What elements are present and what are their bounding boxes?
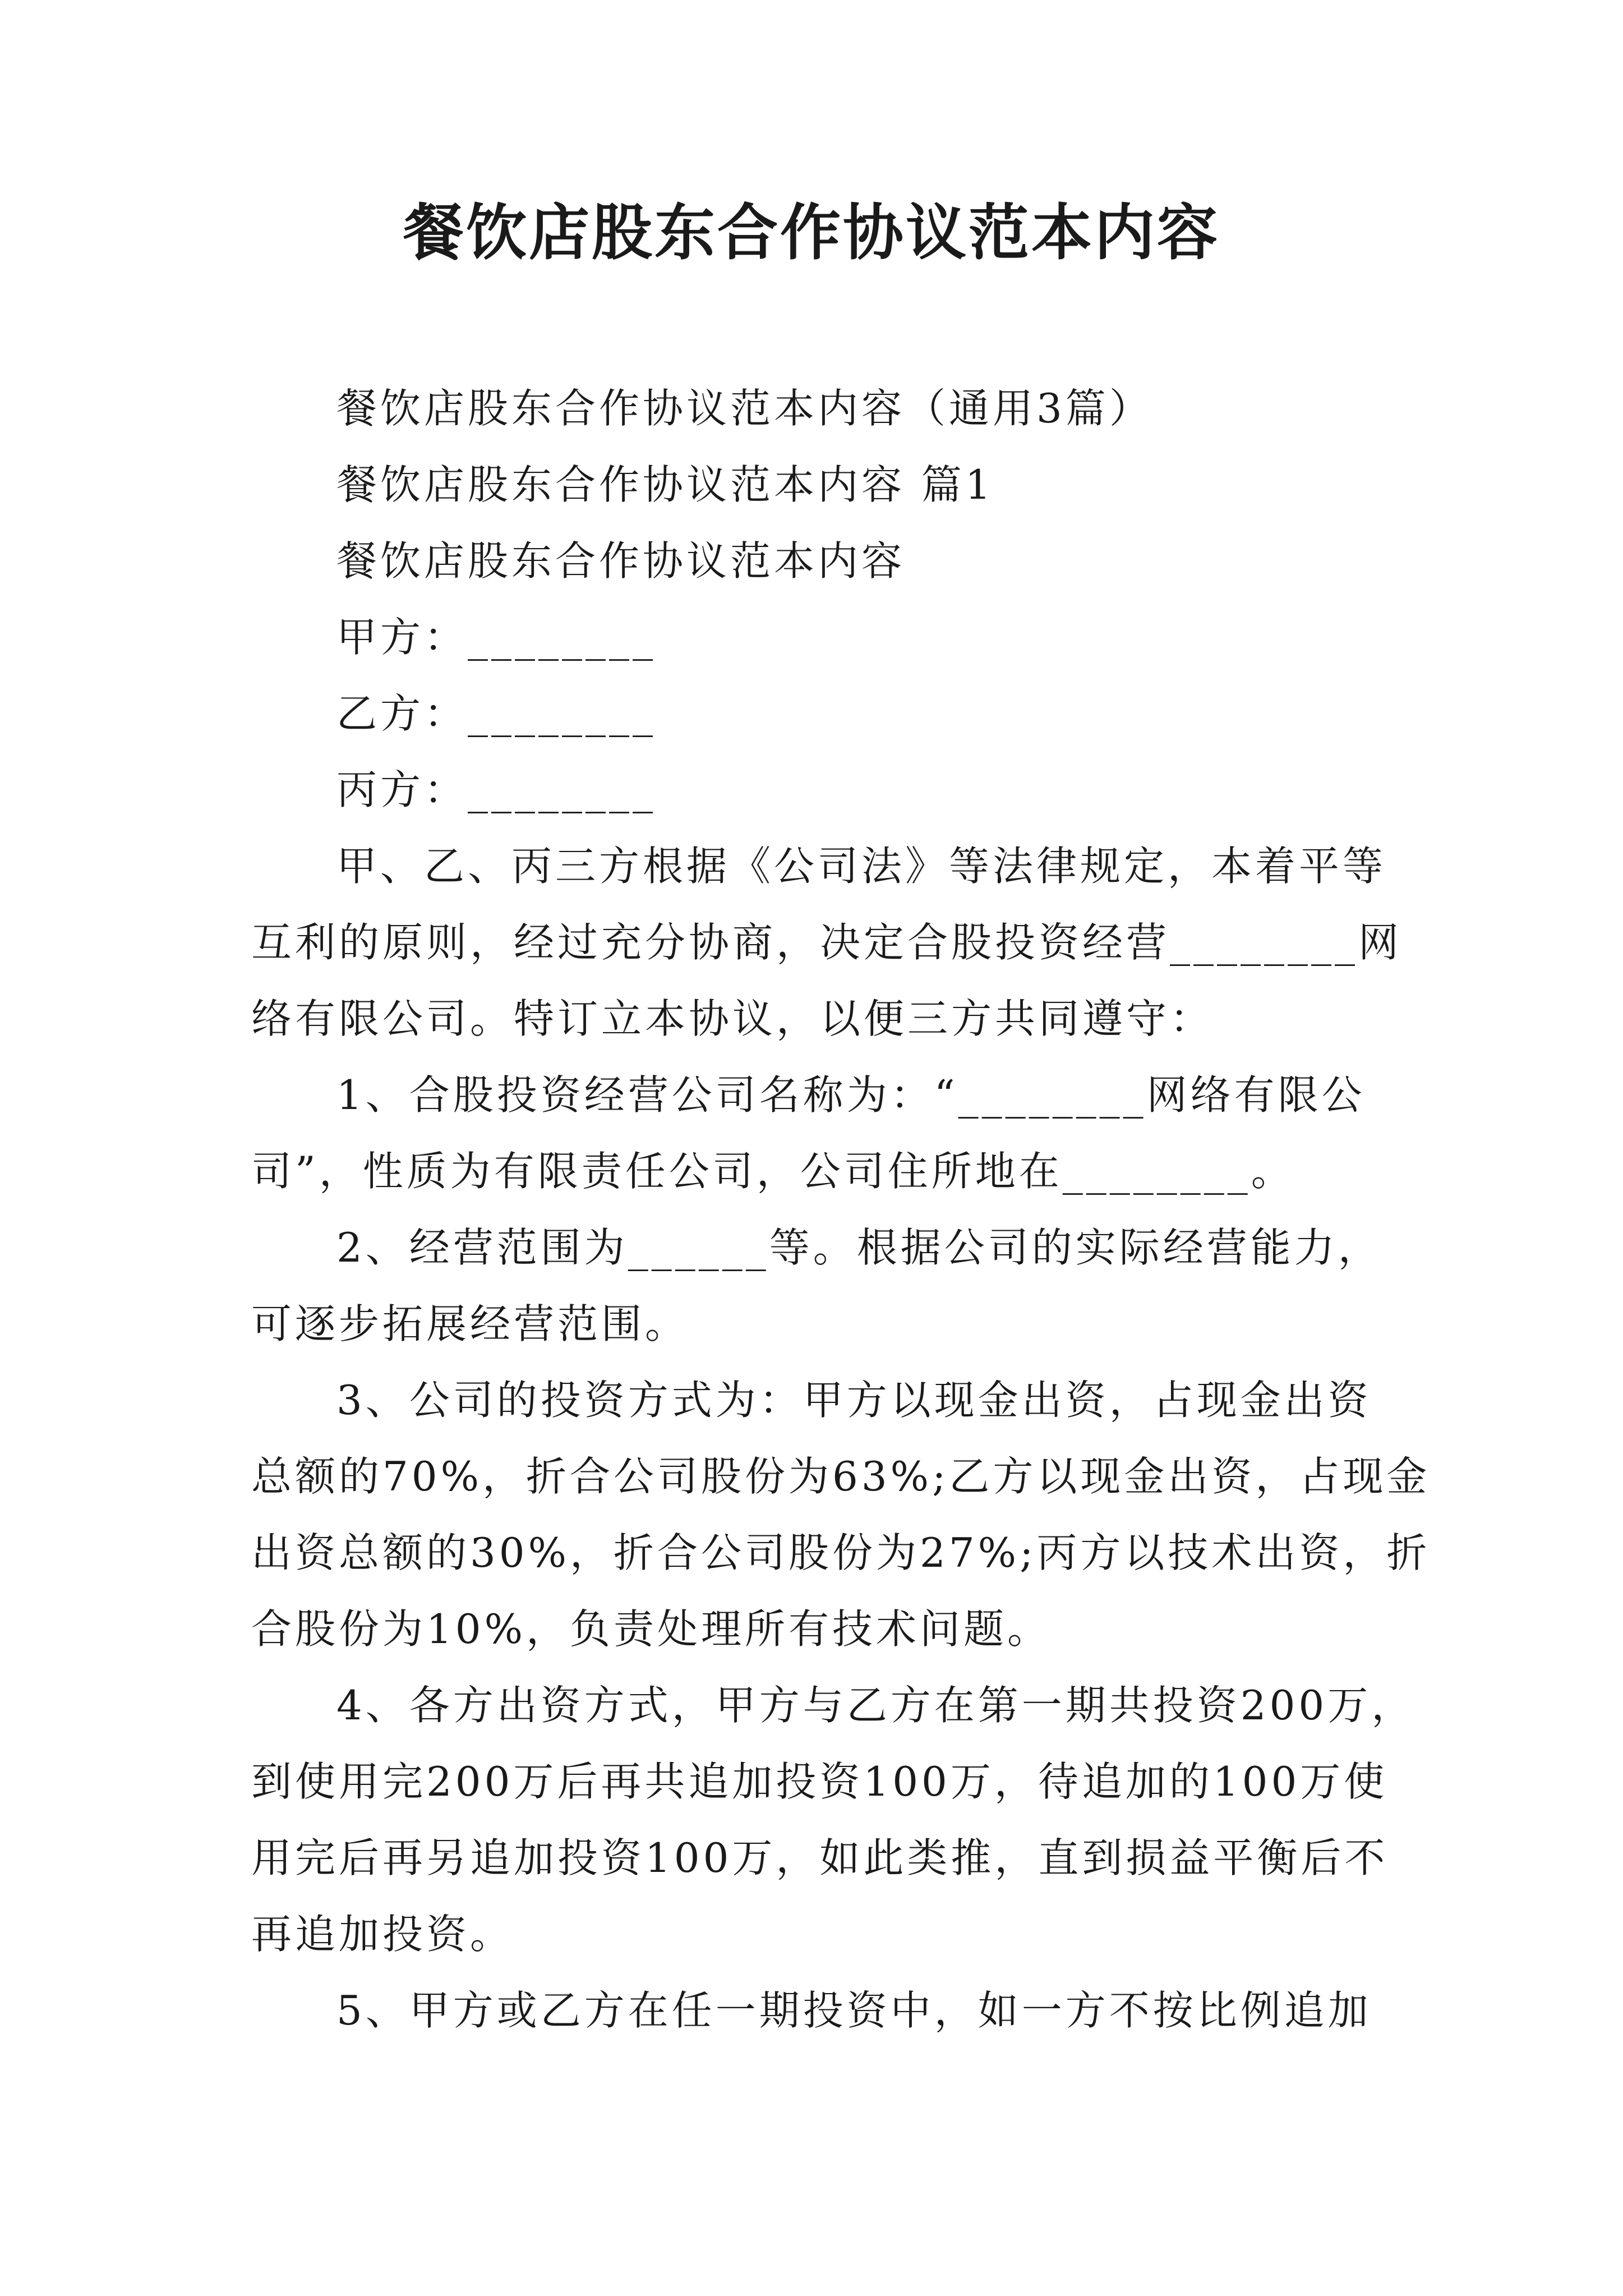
agreement-heading: 餐饮店股东合作协议范本内容 <box>336 537 906 585</box>
party-b-line: 乙方：________ <box>336 690 657 737</box>
text-line: 互利的原则，经过充分协商，决定合股投资经营________网 <box>251 919 1403 966</box>
text-line: 到使用完200万后再共追加投资100万，待追加的100万使 <box>251 1758 1388 1805</box>
subtitle-line: 餐饮店股东合作协议范本内容（通用3篇） <box>336 385 1153 432</box>
text-line: 总额的70%，折合公司股份为63%;乙方以现金出资，占现金 <box>251 1453 1431 1500</box>
text-line: 出资总额的30%，折合公司股份为27%;丙方以技术出资，折 <box>251 1529 1431 1576</box>
text-line: 5、甲方或乙方在任一期投资中，如一方不按比例追加 <box>336 1987 1372 2034</box>
text-line: 1、合股投资经营公司名称为：“________网络有限公 <box>336 1071 1366 1119</box>
text-line: 4、各方出资方式，甲方与乙方在第一期共投资200万， <box>336 1682 1415 1729</box>
text-line: 用完后再另追加投资100万，如此类推，直到损益平衡后不 <box>251 1834 1389 1881</box>
section-heading: 餐饮店股东合作协议范本内容 篇1 <box>336 461 994 508</box>
text-line: 可逐步拓展经营范围。 <box>251 1300 689 1347</box>
text-line: 甲、乙、丙三方根据《公司法》等法律规定，本着平等 <box>336 843 1387 890</box>
document-body <box>251 370 1431 2049</box>
document-title: 餐饮店股东合作协议范本内容 <box>403 197 1220 268</box>
text-line: 2、经营范围为______等。根据公司的实际经营能力， <box>336 1224 1382 1271</box>
text-line: 3、公司的投资方式为：甲方以现金出资，占现金出资 <box>336 1377 1372 1424</box>
text-line: 再追加投资。 <box>251 1911 514 1958</box>
party-c-line: 丙方：________ <box>336 766 657 813</box>
text-line: 合股份为10%，负责处理所有技术问题。 <box>251 1605 1052 1653</box>
party-a-line: 甲方：________ <box>336 614 657 661</box>
text-line: 络有限公司。特订立本协议，以便三方共同遵守： <box>251 995 1214 1042</box>
text-line: 司”，性质为有限责任公司，公司住所地在________。 <box>251 1148 1295 1195</box>
